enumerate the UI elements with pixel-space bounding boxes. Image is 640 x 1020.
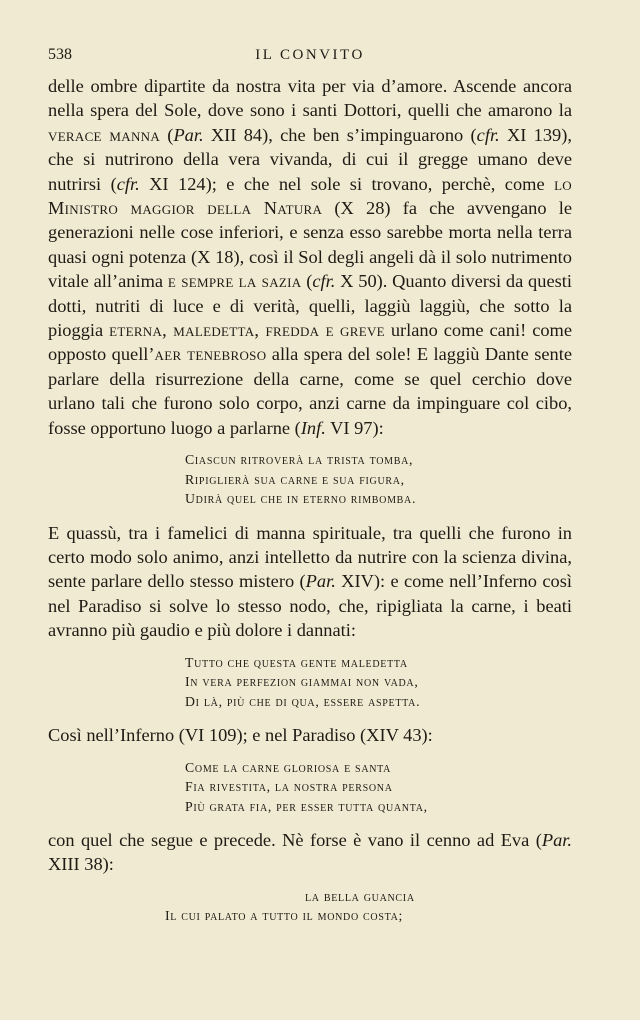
verse-line: Ciascun ritroverà la trista tomba,	[185, 452, 414, 468]
verse-line: Ripiglierà sua carne e sua figura,	[185, 471, 405, 487]
text-run: E quassù, tra i famelici di manna spirituale, tra quelli che furono in certo modo solo animo, anzi intelletto da nutrire con la scienza divina, sente parlare dello stesso mistero (	[48, 522, 572, 592]
verse-quote-1	[48, 450, 572, 509]
verse-line: Tutto che questa gente maledetta	[185, 654, 408, 670]
paragraph-1	[48, 74, 572, 440]
citation-abbrev: cfr.	[476, 124, 500, 145]
verse-line: Più grata fia, per esser tutta quanta,	[185, 798, 428, 814]
paragraph-2	[48, 521, 572, 643]
text-run: XI 139), che si nutrirono della vera vivanda, di cui il gregge umano deve nutrirsi (	[48, 124, 572, 194]
paragraph-4	[48, 828, 572, 877]
verse-line: Di là, più che di qua, essere aspetta.	[185, 693, 421, 709]
verse-line: Il cui palato a tutto il mondo costa;	[165, 908, 404, 924]
page-header	[48, 44, 572, 66]
verse-quote-2	[48, 653, 572, 712]
quote-small-caps: e sempre la sazia	[167, 271, 302, 292]
quote-small-caps: verace manna	[48, 124, 161, 145]
citation-abbrev: Inf.	[300, 417, 326, 438]
text-run: X 50). Quanto diversi da questi dotti, nutriti di luce e di verità, quelli, laggiù laggiù, che sotto la pioggia	[48, 271, 572, 341]
quote-small-caps: eterna, maledetta, fredda e greve	[109, 320, 385, 341]
text-run: urlano come cani! come opposto quell’	[48, 320, 573, 365]
citation-abbrev: cfr.	[116, 173, 140, 194]
citation-abbrev: Par.	[541, 830, 572, 851]
text-run: XIV): e come nell’Inferno così nel Paradiso si solve lo stesso nodo, che, ripigliata la carne, i beati avranno più gaudio e più dolore i dannati:	[48, 571, 572, 641]
verse-quote-4	[48, 887, 572, 926]
verse-line: la bella guancia	[305, 888, 415, 904]
text-run: Così nell’Inferno (VI 109); e nel Paradiso (XIV 43):	[48, 725, 433, 746]
running-title: IL CONVITO	[255, 47, 365, 63]
text-body	[48, 74, 572, 938]
verse-quote-3	[48, 758, 572, 817]
quote-small-caps: lo Ministro maggior della Natura	[48, 173, 572, 219]
quote-small-caps: aer tenebroso	[154, 344, 267, 365]
paragraph-3	[48, 723, 572, 747]
page-number: 538	[48, 46, 72, 63]
text-run: delle ombre dipartite da nostra vita per via d’amore. Ascende ancora nella spera del Sole, dove sono i santi Dottori, quelli che amarono la	[48, 76, 572, 121]
citation-abbrev: Par.	[173, 124, 204, 145]
text-run: alla spera del sole! E laggiù Dante sente parlare della risurrezione della carne, come se quel cerchio dove urlano tali che furono solo corpo, anzi carne da impinguare col cibo, fosse opportuno luogo a parlarne (	[48, 344, 572, 438]
verse-line: Come la carne gloriosa e santa	[185, 759, 392, 775]
text-run: XII 84), che ben s’impinguarono (	[203, 124, 477, 145]
text-run: VI 97):	[325, 417, 384, 438]
text-run: (X 28) fa che avvengano le generazioni nelle cose inferiori, e senza esso sarebbe morta nella terra quasi ogni potenza (X 18), così il Sol degli angeli dà il solo nutrimento vitale all’anima	[48, 198, 572, 292]
text-run: XIII 38):	[48, 854, 114, 875]
verse-line: In vera perfezion giammai non vada,	[185, 674, 419, 690]
text-run: (	[301, 271, 313, 292]
citation-abbrev: cfr.	[312, 271, 336, 292]
text-run: XI 124); e che nel sole si trovano, perchè, come	[139, 173, 555, 194]
text-run: (	[160, 124, 174, 145]
citation-abbrev: Par.	[305, 571, 336, 592]
text-run: con quel che segue e precede. Nè forse è vano il cenno ad Eva (	[48, 830, 542, 851]
verse-line: Udirà quel che in eterno rimbomba.	[185, 491, 417, 507]
verse-line: Fia rivestita, la nostra persona	[185, 779, 393, 795]
